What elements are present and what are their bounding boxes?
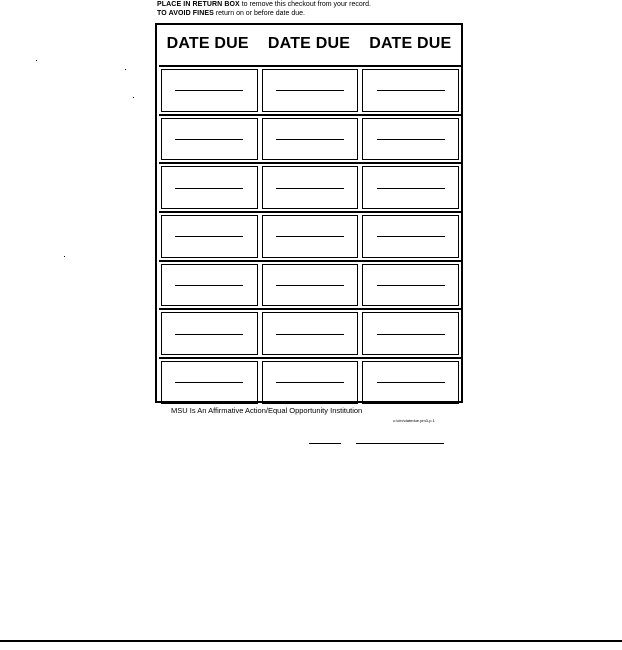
date-write-line bbox=[377, 285, 445, 286]
stray-dash-1 bbox=[309, 443, 341, 444]
date-due-slot bbox=[362, 264, 459, 307]
date-due-row bbox=[159, 211, 461, 260]
instructions bbox=[157, 0, 477, 18]
date-due-slot bbox=[262, 361, 359, 404]
date-write-line bbox=[175, 334, 243, 335]
date-due-slot bbox=[362, 361, 459, 404]
page-bottom-rule bbox=[0, 640, 622, 642]
speck bbox=[125, 69, 126, 70]
date-write-line bbox=[276, 188, 344, 189]
date-due-slot bbox=[161, 118, 258, 161]
header-date-due-2: DATE DUE bbox=[267, 35, 351, 52]
date-due-row bbox=[159, 114, 461, 163]
speck bbox=[36, 60, 37, 61]
instruction-line-1 bbox=[157, 0, 477, 9]
instruction-line-1-bold: PLACE IN RETURN BOX bbox=[157, 1, 240, 8]
date-write-line bbox=[377, 382, 445, 383]
institution-statement: MSU Is An Affirmative Action/Equal Opportunity Institution bbox=[171, 406, 363, 415]
date-write-line bbox=[276, 236, 344, 237]
speck bbox=[64, 256, 65, 257]
date-due-slot bbox=[161, 215, 258, 258]
date-due-slot bbox=[362, 118, 459, 161]
date-write-line bbox=[276, 90, 344, 91]
date-write-line bbox=[175, 236, 243, 237]
date-write-line bbox=[276, 334, 344, 335]
date-due-slot bbox=[161, 166, 258, 209]
date-write-line bbox=[276, 285, 344, 286]
date-due-slot bbox=[362, 215, 459, 258]
speck bbox=[133, 97, 134, 98]
date-write-line bbox=[276, 382, 344, 383]
date-due-slot bbox=[161, 264, 258, 307]
date-due-slot bbox=[161, 361, 258, 404]
date-due-slot bbox=[262, 312, 359, 355]
date-due-row bbox=[159, 65, 461, 114]
date-due-slot bbox=[161, 312, 258, 355]
date-due-row bbox=[159, 162, 461, 211]
header-row bbox=[157, 25, 461, 63]
date-write-line bbox=[175, 285, 243, 286]
date-due-slot bbox=[362, 69, 459, 112]
date-due-slot bbox=[262, 264, 359, 307]
instruction-line-1-rest: to remove this checkout from your record. bbox=[239, 1, 371, 8]
date-due-slot bbox=[262, 69, 359, 112]
header-date-due-1: DATE DUE bbox=[166, 35, 249, 52]
date-write-line bbox=[175, 90, 243, 91]
date-due-row bbox=[159, 357, 461, 406]
date-due-slot bbox=[362, 312, 459, 355]
date-write-line bbox=[377, 236, 445, 237]
instruction-line-2-rest: return on or before date due. bbox=[213, 10, 305, 17]
date-write-line bbox=[377, 188, 445, 189]
date-due-slot bbox=[262, 215, 359, 258]
date-write-line bbox=[175, 139, 243, 140]
instruction-line-2-bold: TO AVOID FINES bbox=[157, 10, 214, 17]
date-write-line bbox=[377, 90, 445, 91]
date-write-line bbox=[175, 382, 243, 383]
date-due-slot bbox=[161, 69, 258, 112]
date-due-card bbox=[155, 23, 463, 403]
date-due-grid bbox=[159, 65, 461, 406]
date-write-line bbox=[377, 334, 445, 335]
date-due-slot bbox=[262, 118, 359, 161]
date-write-line bbox=[276, 139, 344, 140]
date-due-row bbox=[159, 308, 461, 357]
instruction-line-2 bbox=[157, 9, 477, 18]
form-code: c:\circ\datedue.pm3-p.1 bbox=[393, 418, 435, 423]
date-write-line bbox=[377, 139, 445, 140]
date-due-slot bbox=[262, 166, 359, 209]
header-date-due-3: DATE DUE bbox=[369, 35, 452, 52]
date-due-row bbox=[159, 260, 461, 309]
stray-dash-2 bbox=[356, 443, 444, 444]
date-write-line bbox=[175, 188, 243, 189]
date-due-slot bbox=[362, 166, 459, 209]
